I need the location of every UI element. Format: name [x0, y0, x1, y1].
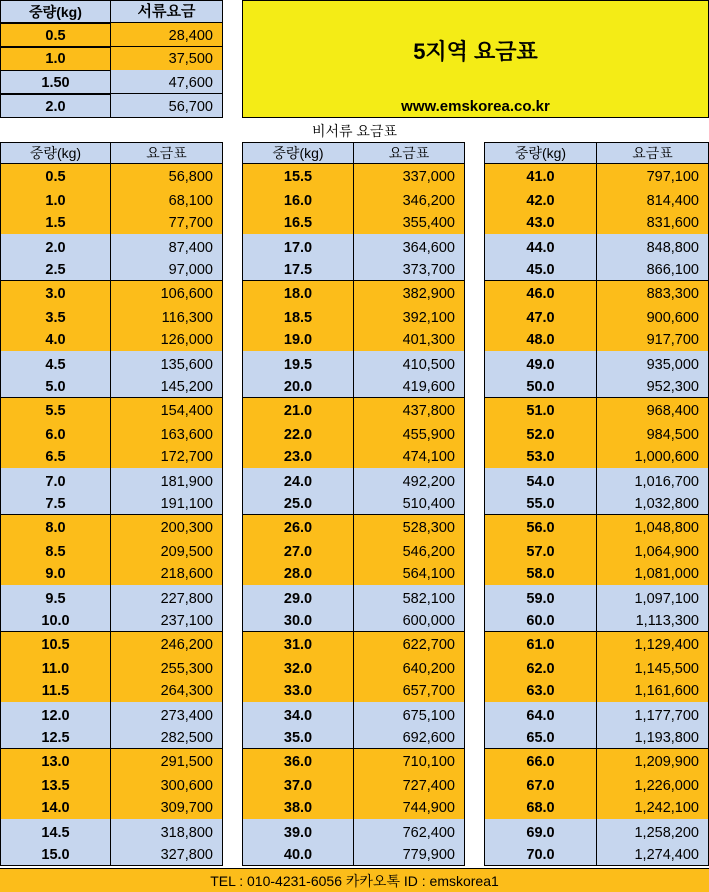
weight-cell: 45.0: [484, 258, 597, 282]
weight-cell: 9.0: [0, 562, 111, 586]
rate-cell: 410,500: [354, 351, 465, 375]
rate-cell: 935,000: [597, 351, 709, 375]
weight-cell: 3.5: [0, 304, 111, 328]
rate-cell: 373,700: [354, 258, 465, 282]
weight-cell: 9.5: [0, 585, 111, 609]
rate-cell: 1,161,600: [597, 679, 709, 703]
weight-cell: 55.0: [484, 492, 597, 516]
rate-cell: 1,097,100: [597, 585, 709, 609]
rate-cell: 264,300: [111, 679, 223, 703]
section-title: 비서류 요금표: [311, 123, 398, 139]
weight-cell: 43.0: [484, 211, 597, 235]
rate-cell: 1,193,800: [597, 726, 709, 750]
rate-cell: 1,064,900: [597, 538, 709, 562]
weight-cell: 3.0: [0, 281, 111, 305]
weight-cell: 52.0: [484, 421, 597, 445]
weight-cell: 64.0: [484, 702, 597, 726]
weight-cell: 54.0: [484, 468, 597, 492]
doc-rates-table: [0, 0, 223, 118]
weight-cell: 16.5: [242, 211, 354, 235]
rate-cell: 455,900: [354, 421, 465, 445]
rate-cell: 97,000: [111, 258, 223, 282]
weight-cell: 49.0: [484, 351, 597, 375]
nondoc-header-weight: 중량(kg): [242, 142, 354, 164]
weight-cell: 68.0: [484, 796, 597, 820]
rate-cell: 848,800: [597, 234, 709, 258]
weight-cell: 25.0: [242, 492, 354, 516]
weight-cell: 21.0: [242, 398, 354, 422]
weight-cell: 8.5: [0, 538, 111, 562]
rate-cell: 1,209,900: [597, 749, 709, 773]
weight-cell: 6.0: [0, 421, 111, 445]
weight-cell: 2.0: [0, 234, 111, 258]
nondoc-header-rate: 요금표: [111, 142, 223, 164]
rate-cell: 510,400: [354, 492, 465, 516]
rate-cell: 154,400: [111, 398, 223, 422]
weight-cell: 58.0: [484, 562, 597, 586]
rate-cell: 172,700: [111, 445, 223, 469]
weight-cell: 69.0: [484, 819, 597, 843]
weight-cell: 14.5: [0, 819, 111, 843]
weight-cell: 30.0: [242, 609, 354, 633]
weight-cell: 62.0: [484, 655, 597, 679]
rate-cell: 401,300: [354, 328, 465, 352]
rate-cell: 135,600: [111, 351, 223, 375]
weight-cell: 15.0: [0, 843, 111, 867]
rate-cell: 710,100: [354, 749, 465, 773]
weight-cell: 1.5: [0, 211, 111, 235]
doc-weight-cell: 2.0: [0, 94, 111, 118]
rate-cell: 392,100: [354, 304, 465, 328]
website-url: www.emskorea.co.kr: [401, 98, 550, 115]
weight-cell: 19.5: [242, 351, 354, 375]
rate-cell: 968,400: [597, 398, 709, 422]
rate-cell: 814,400: [597, 187, 709, 211]
rate-cell: 191,100: [111, 492, 223, 516]
rate-cell: 1,016,700: [597, 468, 709, 492]
weight-cell: 61.0: [484, 632, 597, 656]
rate-cell: 1,129,400: [597, 632, 709, 656]
weight-cell: 26.0: [242, 515, 354, 539]
rate-cell: 437,800: [354, 398, 465, 422]
doc-rate-cell: 56,700: [111, 94, 223, 118]
rate-cell: 56,800: [111, 164, 223, 188]
rate-cell: 1,032,800: [597, 492, 709, 516]
weight-cell: 65.0: [484, 726, 597, 750]
rate-cell: 1,081,000: [597, 562, 709, 586]
weight-cell: 42.0: [484, 187, 597, 211]
title-box: [242, 0, 709, 118]
nondoc-header-weight: 중량(kg): [484, 142, 597, 164]
rate-cell: 1,000,600: [597, 445, 709, 469]
nondoc-header-rate: 요금표: [354, 142, 465, 164]
weight-cell: 44.0: [484, 234, 597, 258]
rate-cell: 1,145,500: [597, 655, 709, 679]
weight-cell: 35.0: [242, 726, 354, 750]
weight-cell: 67.0: [484, 772, 597, 796]
weight-cell: 15.5: [242, 164, 354, 188]
weight-cell: 33.0: [242, 679, 354, 703]
weight-cell: 53.0: [484, 445, 597, 469]
weight-cell: 12.0: [0, 702, 111, 726]
footer-contact: TEL : 010-4231-6056 카카오톡 ID : emskorea1: [210, 872, 499, 889]
doc-weight-cell: 0.5: [0, 23, 111, 47]
weight-cell: 12.5: [0, 726, 111, 750]
rate-cell: 337,000: [354, 164, 465, 188]
weight-cell: 11.0: [0, 655, 111, 679]
rate-cell: 246,200: [111, 632, 223, 656]
rate-cell: 779,900: [354, 843, 465, 867]
weight-cell: 48.0: [484, 328, 597, 352]
rate-cell: 1,274,400: [597, 843, 709, 867]
doc-header-rate: 서류요금: [111, 0, 223, 23]
weight-cell: 39.0: [242, 819, 354, 843]
rate-cell: 528,300: [354, 515, 465, 539]
weight-cell: 24.0: [242, 468, 354, 492]
rate-cell: 227,800: [111, 585, 223, 609]
weight-cell: 28.0: [242, 562, 354, 586]
rate-cell: 300,600: [111, 772, 223, 796]
rate-cell: 952,300: [597, 375, 709, 399]
rate-cell: 582,100: [354, 585, 465, 609]
weight-cell: 47.0: [484, 304, 597, 328]
weight-cell: 66.0: [484, 749, 597, 773]
weight-cell: 10.5: [0, 632, 111, 656]
weight-cell: 40.0: [242, 843, 354, 867]
weight-cell: 6.5: [0, 445, 111, 469]
rate-cell: 640,200: [354, 655, 465, 679]
rate-cell: 622,700: [354, 632, 465, 656]
rate-cell: 883,300: [597, 281, 709, 305]
footer-bar: [0, 868, 709, 892]
weight-cell: 13.0: [0, 749, 111, 773]
weight-cell: 7.0: [0, 468, 111, 492]
weight-cell: 4.5: [0, 351, 111, 375]
rate-cell: 382,900: [354, 281, 465, 305]
weight-cell: 16.0: [242, 187, 354, 211]
weight-cell: 20.0: [242, 375, 354, 399]
rate-cell: 318,800: [111, 819, 223, 843]
weight-cell: 13.5: [0, 772, 111, 796]
weight-cell: 38.0: [242, 796, 354, 820]
doc-weight-cell: 1.0: [0, 47, 111, 71]
nondoc-header-weight: 중량(kg): [0, 142, 111, 164]
rate-cell: 309,700: [111, 796, 223, 820]
rate-cell: 744,900: [354, 796, 465, 820]
rate-cell: 762,400: [354, 819, 465, 843]
weight-cell: 36.0: [242, 749, 354, 773]
doc-weight-cell: 1.50: [0, 70, 111, 94]
weight-cell: 17.0: [242, 234, 354, 258]
weight-cell: 32.0: [242, 655, 354, 679]
rate-cell: 181,900: [111, 468, 223, 492]
weight-cell: 8.0: [0, 515, 111, 539]
weight-cell: 18.0: [242, 281, 354, 305]
rate-cell: 600,000: [354, 609, 465, 633]
weight-cell: 59.0: [484, 585, 597, 609]
weight-cell: 4.0: [0, 328, 111, 352]
weight-cell: 34.0: [242, 702, 354, 726]
rate-cell: 546,200: [354, 538, 465, 562]
rate-cell: 106,600: [111, 281, 223, 305]
rate-cell: 200,300: [111, 515, 223, 539]
weight-cell: 0.5: [0, 164, 111, 188]
weight-cell: 63.0: [484, 679, 597, 703]
weight-cell: 50.0: [484, 375, 597, 399]
weight-cell: 41.0: [484, 164, 597, 188]
rate-cell: 77,700: [111, 211, 223, 235]
rate-cell: 255,300: [111, 655, 223, 679]
rate-cell: 1,113,300: [597, 609, 709, 633]
weight-cell: 51.0: [484, 398, 597, 422]
rate-cell: 831,600: [597, 211, 709, 235]
rate-cell: 68,100: [111, 187, 223, 211]
rate-cell: 355,400: [354, 211, 465, 235]
weight-cell: 11.5: [0, 679, 111, 703]
rate-cell: 1,242,100: [597, 796, 709, 820]
rate-cell: 282,500: [111, 726, 223, 750]
weight-cell: 18.5: [242, 304, 354, 328]
rate-cell: 327,800: [111, 843, 223, 867]
rate-cell: 346,200: [354, 187, 465, 211]
rate-cell: 126,000: [111, 328, 223, 352]
weight-cell: 7.5: [0, 492, 111, 516]
weight-cell: 31.0: [242, 632, 354, 656]
weight-cell: 17.5: [242, 258, 354, 282]
rate-cell: 1,177,700: [597, 702, 709, 726]
rate-cell: 900,600: [597, 304, 709, 328]
weight-cell: 56.0: [484, 515, 597, 539]
weight-cell: 57.0: [484, 538, 597, 562]
rate-cell: 116,300: [111, 304, 223, 328]
rate-cell: 797,100: [597, 164, 709, 188]
rate-cell: 492,200: [354, 468, 465, 492]
rate-cell: 273,400: [111, 702, 223, 726]
rate-cell: 917,700: [597, 328, 709, 352]
rate-cell: 984,500: [597, 421, 709, 445]
rate-cell: 291,500: [111, 749, 223, 773]
weight-cell: 70.0: [484, 843, 597, 867]
doc-header-weight: 중량(kg): [0, 0, 111, 23]
weight-cell: 1.0: [0, 187, 111, 211]
weight-cell: 22.0: [242, 421, 354, 445]
rate-cell: 364,600: [354, 234, 465, 258]
rate-cell: 209,500: [111, 538, 223, 562]
weight-cell: 27.0: [242, 538, 354, 562]
weight-cell: 60.0: [484, 609, 597, 633]
nondoc-header-rate: 요금표: [597, 142, 709, 164]
rate-cell: 727,400: [354, 772, 465, 796]
weight-cell: 37.0: [242, 772, 354, 796]
weight-cell: 5.0: [0, 375, 111, 399]
rate-cell: 87,400: [111, 234, 223, 258]
rate-cell: 419,600: [354, 375, 465, 399]
rate-cell: 692,600: [354, 726, 465, 750]
rate-cell: 675,100: [354, 702, 465, 726]
doc-rate-cell: 47,600: [111, 70, 223, 94]
doc-rate-cell: 37,500: [111, 47, 223, 71]
rate-cell: 237,100: [111, 609, 223, 633]
weight-cell: 2.5: [0, 258, 111, 282]
page-title: 5지역 요금표: [413, 39, 538, 64]
rate-cell: 1,258,200: [597, 819, 709, 843]
weight-cell: 5.5: [0, 398, 111, 422]
doc-rate-cell: 28,400: [111, 23, 223, 47]
weight-cell: 19.0: [242, 328, 354, 352]
weight-cell: 14.0: [0, 796, 111, 820]
rate-cell: 657,700: [354, 679, 465, 703]
rate-cell: 1,048,800: [597, 515, 709, 539]
weight-cell: 10.0: [0, 609, 111, 633]
rate-cell: 474,100: [354, 445, 465, 469]
weight-cell: 46.0: [484, 281, 597, 305]
rate-cell: 218,600: [111, 562, 223, 586]
weight-cell: 29.0: [242, 585, 354, 609]
rate-cell: 866,100: [597, 258, 709, 282]
rate-cell: 163,600: [111, 421, 223, 445]
rate-cell: 145,200: [111, 375, 223, 399]
weight-cell: 23.0: [242, 445, 354, 469]
rate-cell: 564,100: [354, 562, 465, 586]
rate-cell: 1,226,000: [597, 772, 709, 796]
